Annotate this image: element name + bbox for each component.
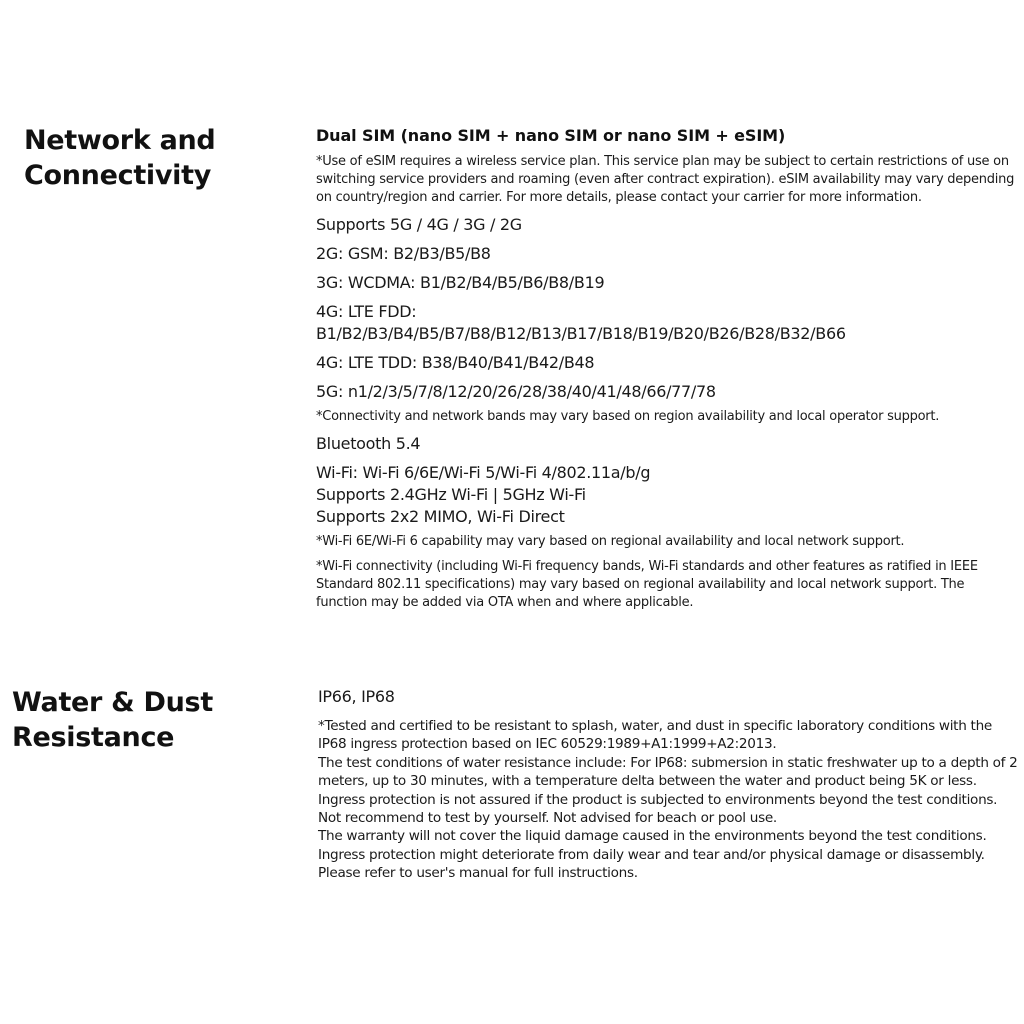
deterioration-note: Ingress protection might deteriorate from daily wear and tear and/or physical damage or disassembly. Please refer to user's manual for full instructions.	[318, 846, 985, 882]
ip-rating: IP66, IP68	[318, 687, 395, 706]
warranty-note: The warranty will not cover the liquid damage caused in the environments beyond the test conditions.	[318, 828, 987, 845]
network-generations: Supports 5G / 4G / 3G / 2G	[316, 215, 522, 234]
lte-fdd-bands	[316, 301, 1016, 345]
gsm-bands: 2G: GSM: B2/B3/B5/B8	[316, 244, 491, 263]
sim-spec: Dual SIM (nano SIM + nano SIM or nano SIM + eSIM)	[316, 126, 786, 145]
heading-line: Network and	[24, 125, 216, 156]
network-connectivity-heading	[24, 123, 294, 193]
wifi-frequencies: Supports 2.4GHz Wi-Fi | 5GHz Wi-Fi	[316, 485, 586, 504]
heading-line: Water & Dust	[12, 687, 213, 718]
water-dust-specs	[318, 686, 1018, 883]
nr-bands: 5G: n1/2/3/5/7/8/12/20/26/28/38/40/41/48/66/77/78	[316, 382, 716, 401]
test-conditions-note: The test conditions of water resistance include: For IP68: submersion in static freshwater up to a depth of 2 meters, up to 30 minutes, with a temperature delta between the water and product being 5K or less. Ingress protection is not assured if the product is subjected to environments beyond the test conditions. Not recommend to test by yourself. Not advised for beach or pool use.	[318, 754, 1018, 827]
heading-line: Connectivity	[24, 160, 212, 191]
network-connectivity-specs	[316, 125, 1016, 619]
wifi-connectivity-note: *Wi-Fi connectivity (including Wi-Fi frequency bands, Wi-Fi standards and other features as ratified in IEEE Standard 802.11 specifications) may vary based on regional availability and local network support. The function may be added via OTA when and where applicable.	[316, 559, 978, 610]
lte-fdd-band-list: B1/B2/B3/B4/B5/B7/B8/B12/B13/B17/B18/B19/B20/B26/B28/B32/B66	[316, 324, 846, 343]
lte-fdd-label: 4G: LTE FDD:	[316, 302, 417, 321]
wifi-specs	[316, 462, 1016, 528]
wifi-mimo: Supports 2x2 MIMO, Wi-Fi Direct	[316, 507, 565, 526]
heading-line: Resistance	[12, 722, 175, 753]
wifi6-note: *Wi-Fi 6E/Wi-Fi 6 capability may vary based on regional availability and local network support.	[316, 534, 905, 549]
lte-tdd-bands: 4G: LTE TDD: B38/B40/B41/B42/B48	[316, 353, 595, 372]
wifi-standards: Wi-Fi: Wi-Fi 6/6E/Wi-Fi 5/Wi-Fi 4/802.11a/b/g	[316, 463, 651, 482]
water-dust-heading	[12, 685, 302, 755]
wcdma-bands: 3G: WCDMA: B1/B2/B4/B5/B6/B8/B19	[316, 273, 605, 292]
certification-note: *Tested and certified to be resistant to splash, water, and dust in specific laboratory conditions with the IP68 ingress protection based on IEC 60529:1989+A1:1999+A2:2013.	[318, 718, 992, 753]
water-resistance-notes	[318, 717, 1018, 883]
bands-note: *Connectivity and network bands may vary based on region availability and local operator support.	[316, 409, 940, 424]
esim-note: *Use of eSIM requires a wireless service plan. This service plan may be subject to certain restrictions of use on switching service providers and roaming (even after contract expiration). eSIM availability may vary depending on country/region and carrier. For more details, please contact your carrier for more information.	[316, 154, 1015, 205]
bluetooth-version: Bluetooth 5.4	[316, 434, 421, 453]
